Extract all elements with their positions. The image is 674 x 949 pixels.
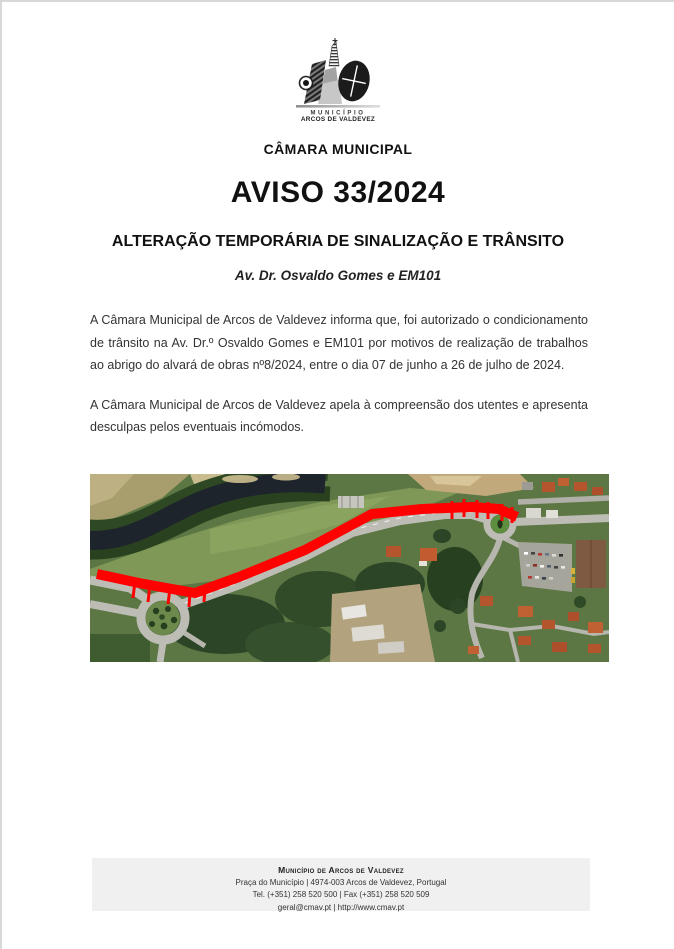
logo-text-arcos: ARCOS DE VALDEVEZ <box>300 116 376 122</box>
footer <box>92 858 590 911</box>
map-gray-building <box>338 496 364 508</box>
notice-subtitle: ALTERAÇÃO TEMPORÁRIA DE SINALIZAÇÃO E TRÂNSITO <box>111 233 565 250</box>
paragraph-2: A Câmara Municipal de Arcos de Valdevez apela à compreensão dos utentes e apresenta desculpas pelos eventuais incómodos. <box>90 397 588 434</box>
footer-address: Praça do Município | 4974-003 Arcos de Valdevez, Portugal <box>235 877 447 887</box>
footer-municipality-name: Município de Arcos de Valdevez <box>278 865 404 875</box>
notice-location: Av. Dr. Osvaldo Gomes e EM101 <box>234 268 442 283</box>
municipality-logo-icon <box>263 38 413 122</box>
org-title: CÂMARA MUNICIPAL <box>263 141 413 157</box>
notice-body <box>90 309 588 439</box>
location-map-image <box>90 474 609 662</box>
map-parking-lot <box>518 542 572 592</box>
paragraph-1: A Câmara Municipal de Arcos de Valdevez informa que, foi autorizado o condicionamento de trânsito na Av. Dr.º Osvaldo Gomes e EM101 por motivos de realização de trabalhos ao abrigo do alvará de obras nº8/2024, entre o dia 07 de junho a 26 de julho de 2024. <box>90 313 588 372</box>
logo-text-municipio: MUNICÍPIO <box>310 110 366 117</box>
satellite-map <box>90 474 609 662</box>
logo-spire <box>329 41 339 66</box>
footer-phones: Tel. (+351) 258 520 500 | Fax (+351) 258 520 509 <box>252 890 430 899</box>
footer-contacts: geral@cmav.pt | http://www.cmav.pt <box>277 902 405 912</box>
map-market-building <box>571 540 606 588</box>
logo-block <box>2 38 674 127</box>
logo-base-bar <box>296 105 380 108</box>
notice-title: AVISO 33/2024 <box>230 176 446 209</box>
